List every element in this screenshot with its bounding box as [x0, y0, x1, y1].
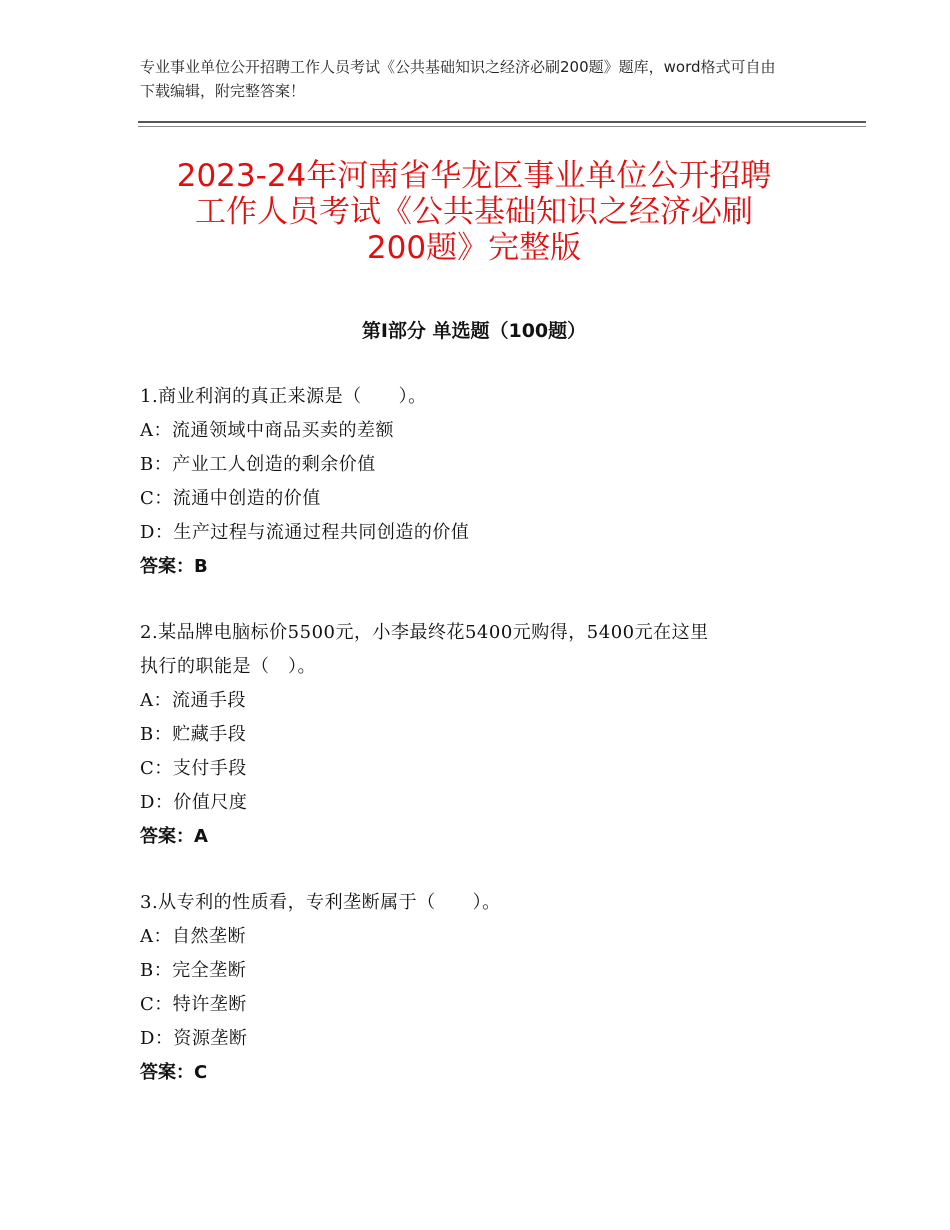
option-d: D：生产过程与流通过程共同创造的价值 — [140, 522, 470, 543]
option-b: B：产业工人创造的剩余价值 — [140, 454, 376, 475]
title-line-2: 工作人员考试《公共基础知识之经济必刷 — [195, 194, 753, 230]
question-stem-line-2: 执行的职能是（ ）。 — [140, 656, 316, 677]
option-d: D：资源垄断 — [140, 1028, 248, 1049]
option-d: D：价值尺度 — [140, 792, 248, 813]
option-a: A：流通手段 — [140, 690, 246, 711]
document-title — [140, 158, 808, 266]
question-2 — [140, 616, 820, 854]
question-stem: 2.某品牌电脑标价5500元，小李最终花5400元购得，5400元在这里 — [140, 622, 709, 643]
option-a: A：流通领域中商品买卖的差额 — [140, 420, 394, 441]
option-c: C：支付手段 — [140, 758, 247, 779]
question-1 — [140, 380, 820, 584]
answer: 答案：A — [140, 826, 208, 847]
section-title: 第Ⅰ部分 单选题（100题） — [361, 320, 587, 342]
option-b: B：贮藏手段 — [140, 724, 247, 745]
question-list — [140, 380, 820, 1122]
answer: 答案：B — [140, 556, 208, 577]
option-b: B：完全垄断 — [140, 960, 247, 981]
option-c: C：特许垄断 — [140, 994, 247, 1015]
option-a: A：自然垄断 — [140, 926, 246, 947]
question-3 — [140, 886, 820, 1090]
answer: 答案：C — [140, 1062, 208, 1083]
option-c: C：流通中创造的价值 — [140, 488, 321, 509]
question-stem: 3.从专利的性质看，专利垄断属于（ ）。 — [140, 892, 501, 913]
header-note: 专业事业单位公开招聘工作人员考试《公共基础知识之经济必刷200题》题库，word格式可自由下载编辑，附完整答案！ — [140, 58, 776, 100]
title-line-1: 2023-24年河南省华龙区事业单位公开招聘 — [176, 158, 772, 194]
header-divider-thin — [138, 126, 866, 127]
header-divider — [138, 121, 866, 123]
title-line-3: 200题》完整版 — [366, 230, 582, 266]
question-stem: 1.商业利润的真正来源是（ ）。 — [140, 386, 427, 407]
